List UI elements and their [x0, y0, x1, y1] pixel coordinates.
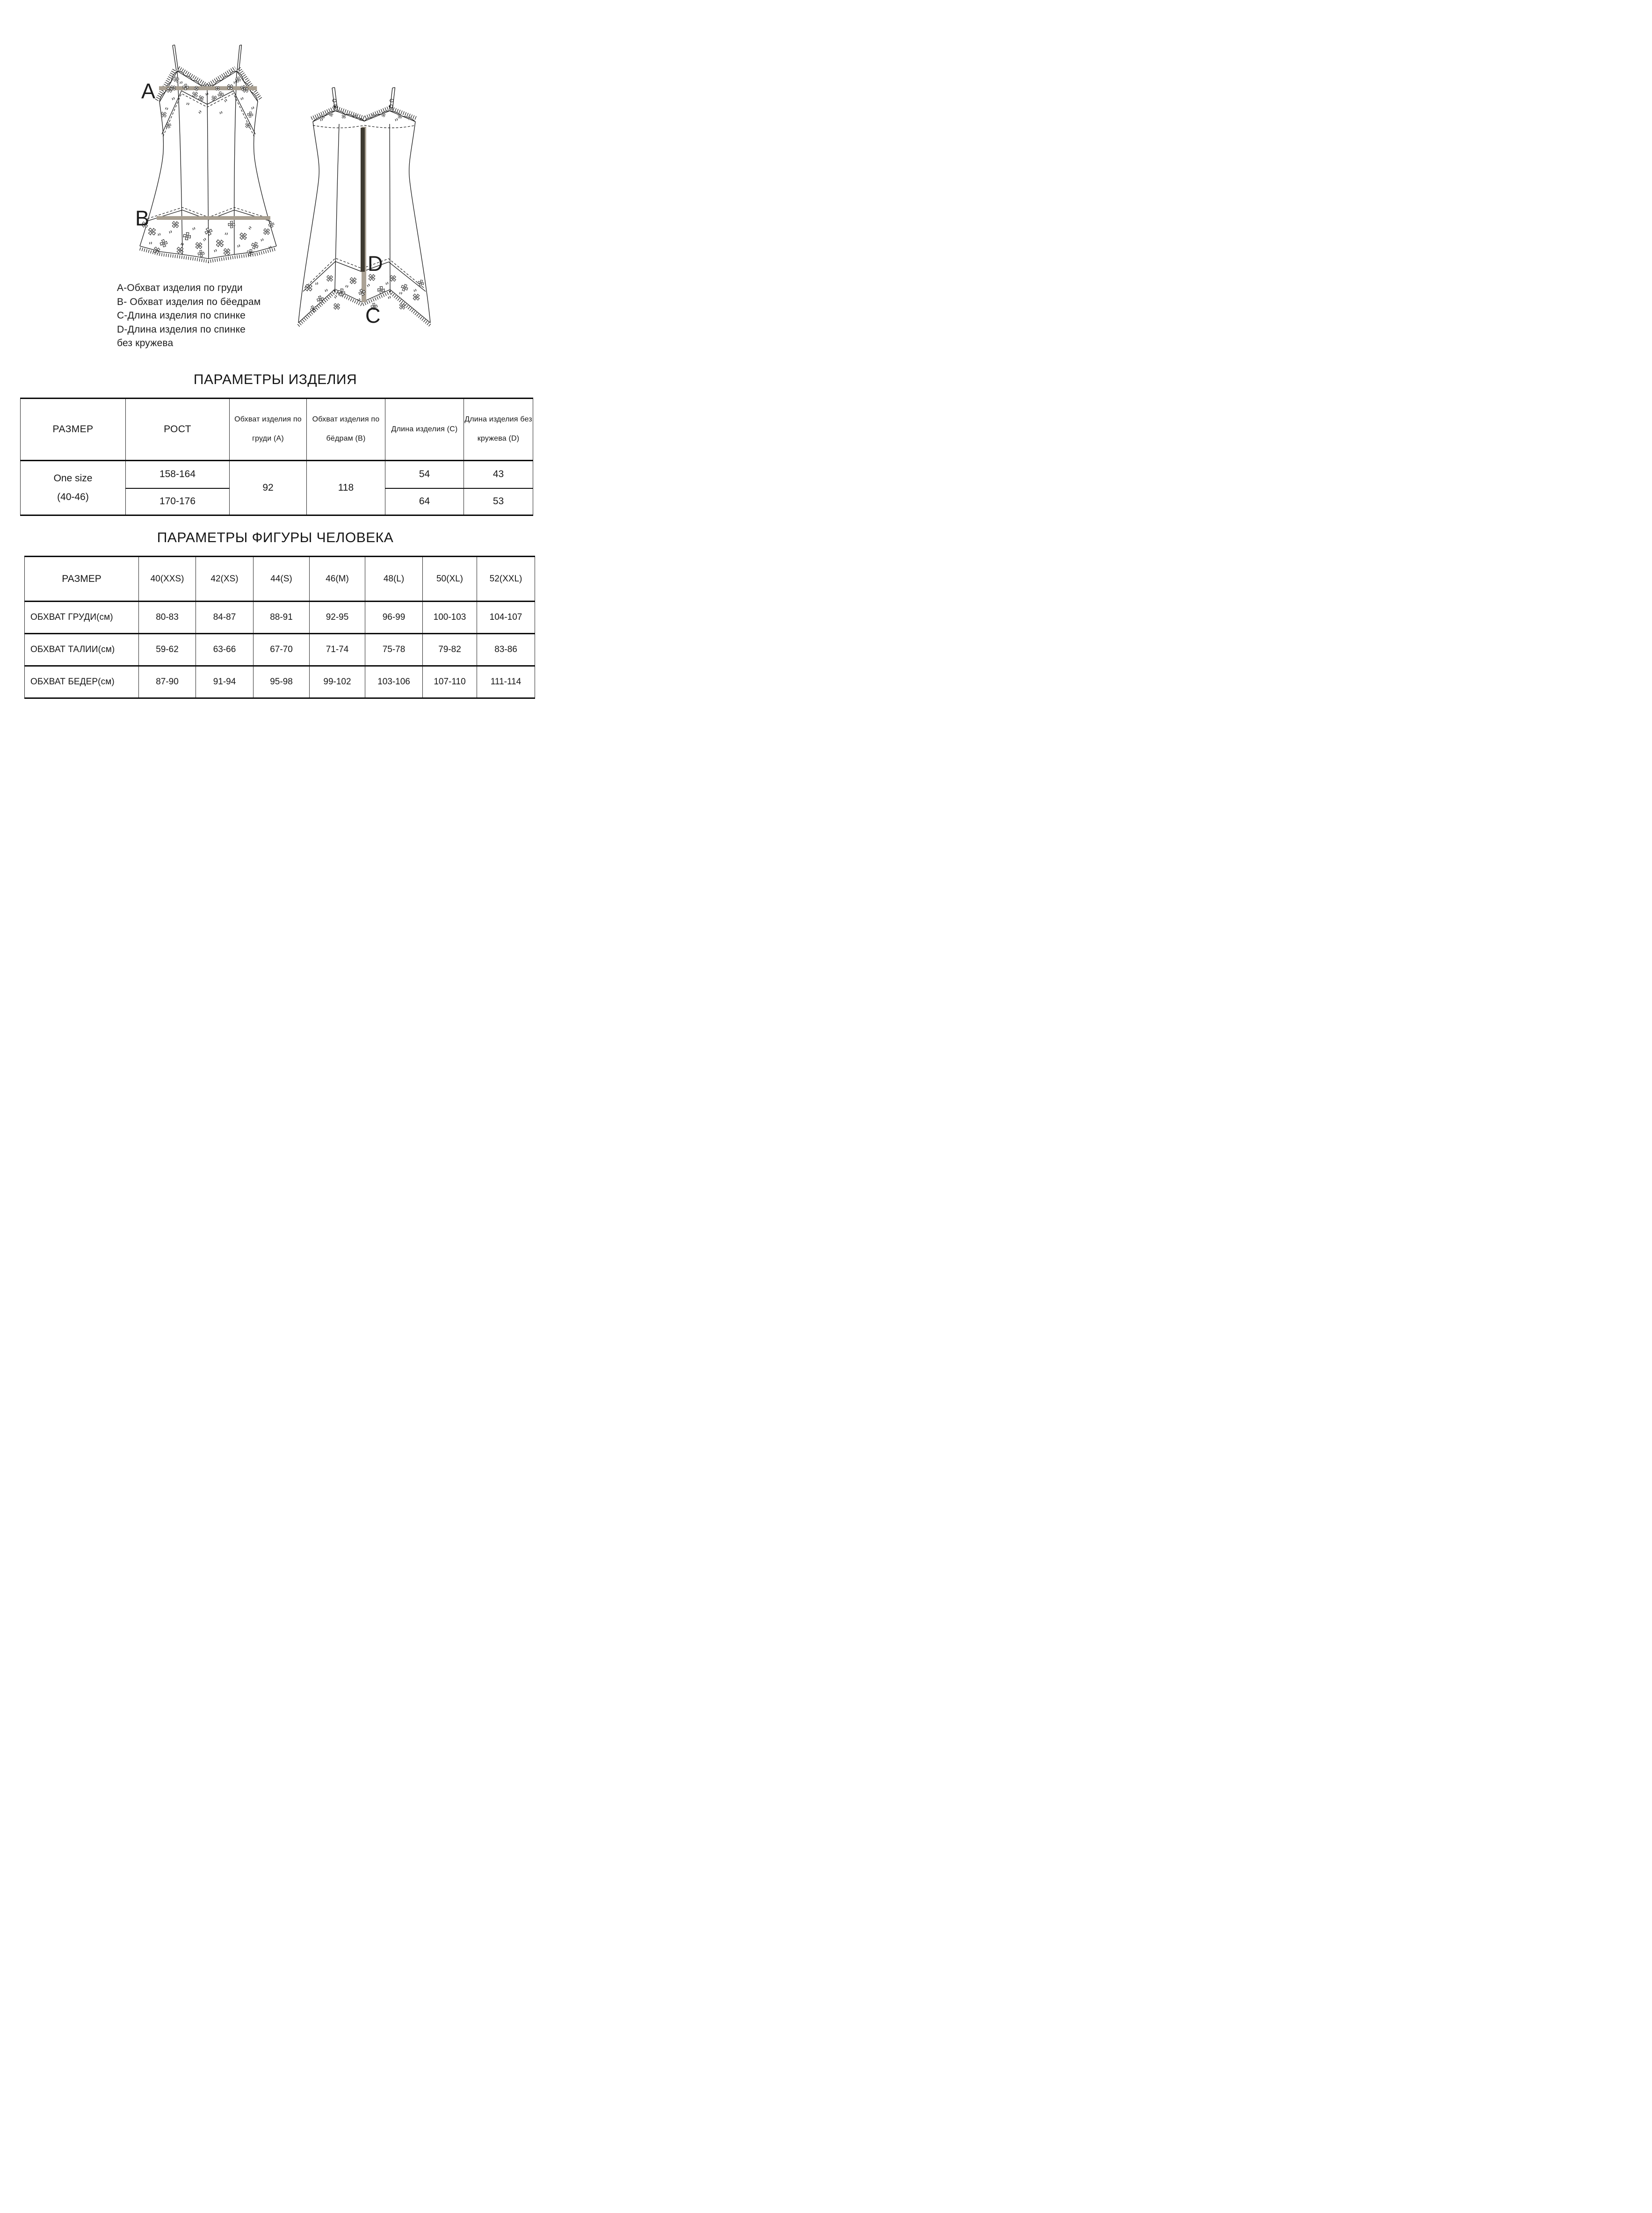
chest-42: 84-87: [196, 602, 254, 634]
header-length-no-lace: Длина изделия без кружева (D): [464, 399, 533, 461]
figure-table-title: ПАРАМЕТРЫ ФИГУРЫ ЧЕЛОВЕКА: [157, 530, 394, 545]
legend-line-d2: без кружева: [117, 338, 174, 348]
waist-52: 83-86: [477, 634, 535, 666]
chest-52: 104-107: [477, 602, 535, 634]
row-label-waist: ОБХВАТ ТАЛИИ(см): [25, 634, 139, 666]
figure-table: [24, 556, 535, 699]
waist-44: 67-70: [254, 634, 310, 666]
hips-48: 103-106: [365, 666, 423, 698]
legend-line-d: D-Длина изделия по спинке: [117, 324, 246, 335]
measure-label-c: C: [365, 304, 381, 327]
length-d-row2: 53: [464, 488, 533, 515]
waist-46: 71-74: [310, 634, 365, 666]
hips-value: 118: [307, 461, 385, 515]
hip-measure-bar: [157, 216, 270, 220]
header-hips: Обхват изделия по бёдрам (В): [307, 399, 385, 461]
product-table: [20, 398, 533, 516]
size-note: (40-46): [57, 492, 89, 502]
length-c-row2: 64: [385, 488, 464, 515]
product-table-title: ПАРАМЕТРЫ ИЗДЕЛИЯ: [193, 372, 357, 387]
figure-header-50: 50(XL): [423, 557, 477, 602]
chest-40: 80-83: [139, 602, 196, 634]
front-view-drawing: [131, 37, 285, 267]
size-chart-page: [0, 0, 551, 738]
legend-line-a: А-Обхват изделия по груди: [117, 283, 243, 293]
table-row-hips: [25, 666, 535, 698]
size-cell: [21, 461, 126, 515]
header-height: РОСТ: [126, 399, 230, 461]
row-label-hips: ОБХВАТ БЕДЕР(см): [25, 666, 139, 698]
figure-header-size: РАЗМЕР: [25, 557, 139, 602]
figure-header-42: 42(XS): [196, 557, 254, 602]
front-squiggles: [149, 81, 271, 252]
hips-40: 87-90: [139, 666, 196, 698]
hips-52: 111-114: [477, 666, 535, 698]
chest-value: 92: [230, 461, 307, 515]
row-label-chest: ОБХВАТ ГРУДИ(см): [25, 602, 139, 634]
hips-44: 95-98: [254, 666, 310, 698]
header-chest: Обхват изделия по груди (А): [230, 399, 307, 461]
length-d-row1: 43: [464, 461, 533, 488]
chest-48: 96-99: [365, 602, 423, 634]
length-c-row1: 54: [385, 461, 464, 488]
figure-header-52: 52(XXL): [477, 557, 535, 602]
legend-line-c: С-Длина изделия по спинке: [117, 310, 246, 321]
size-value: One size: [53, 473, 93, 484]
figure-header-46: 46(M): [310, 557, 365, 602]
table-row-chest: [25, 602, 535, 634]
height-row2: 170-176: [126, 488, 230, 515]
header-size: РАЗМЕР: [21, 399, 126, 461]
chest-46: 92-95: [310, 602, 365, 634]
legend-line-b: В- Обхват изделия по бёедрам: [117, 296, 261, 307]
table-row-waist: [25, 634, 535, 666]
figure-header-48: 48(L): [365, 557, 423, 602]
figure-header-40: 40(XXS): [139, 557, 196, 602]
measure-label-a: A: [141, 79, 156, 103]
measurement-legend: [117, 281, 261, 350]
waist-40: 59-62: [139, 634, 196, 666]
hips-42: 91-94: [196, 666, 254, 698]
height-row1: 158-164: [126, 461, 230, 488]
back-view-drawing: [295, 87, 444, 330]
measure-label-d: D: [368, 252, 383, 276]
header-length: Длина изделия (С): [385, 399, 464, 461]
waist-42: 63-66: [196, 634, 254, 666]
hips-50: 107-110: [423, 666, 477, 698]
chest-44: 88-91: [254, 602, 310, 634]
waist-50: 79-82: [423, 634, 477, 666]
chest-50: 100-103: [423, 602, 477, 634]
hips-46: 99-102: [310, 666, 365, 698]
waist-48: 75-78: [365, 634, 423, 666]
figure-header-44: 44(S): [254, 557, 310, 602]
length-no-lace-measure-bar: [361, 128, 365, 272]
measure-label-b: B: [135, 206, 150, 230]
